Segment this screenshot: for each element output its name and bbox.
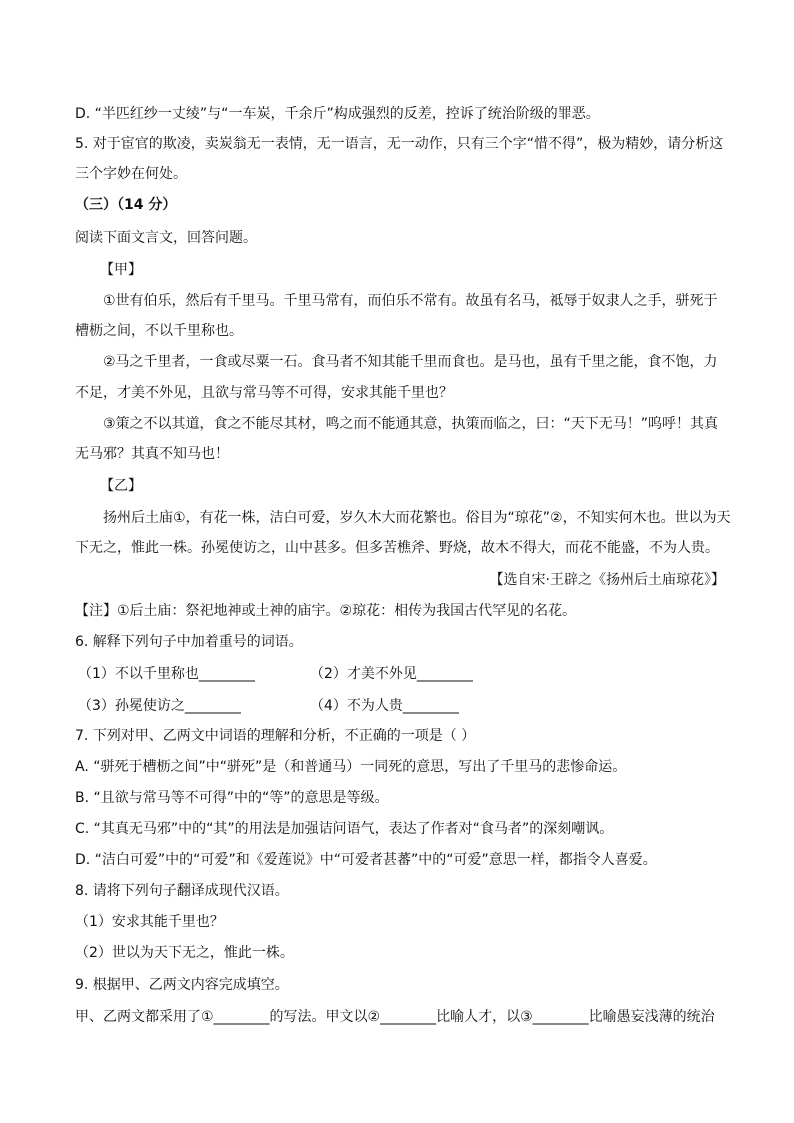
option-d-q4: D. “半匹红纱一丈绫”与“一车炭，千余斤”构成强烈的反差，控诉了统治阶级的罪恶。 [75, 106, 600, 122]
question-5-cont: 三个字妙在何处。 [75, 166, 187, 182]
passage-a-p2: ②马之千里者，一食或尽粟一石。食马者不知其能千里而食也。是马也，虽有千里之能，食不饱，力 [103, 354, 718, 370]
question-8: 8. 请将下列句子翻译成现代汉语。 [75, 883, 289, 899]
q7-option-a: A. “骈死于槽枥之间”中“骈死”是（和普通马）一同死的意思，写出了千里马的悲惨命运。 [75, 759, 627, 775]
q7-option-d: D. “洁白可爱”中的“可爱”和《爱莲说》中“可爱者甚蕃”中的“可爱”意思一样，都指令人喜爱。 [75, 852, 657, 868]
passage-a-p1-cont: 槽枥之间，不以千里称也。 [75, 323, 243, 339]
question-6: 6. 解释下列句子中加着重号的词语。 [75, 634, 303, 650]
q7-option-c: C. “其真无马邪”中的“其”的用法是加强诘问语气，表达了作者对“食马者”的深刻嘲讽。 [75, 821, 614, 837]
annotation-note: 【注】①后土庙：祭祀地神或土神的庙宇。②琼花：相传为我国古代罕见的名花。 [75, 603, 577, 619]
source-citation: 【选自宋·王辟之《扬州后土庙琼花》】 [489, 572, 725, 588]
q8-item-1: （1）安求其能千里也？ [75, 914, 224, 930]
instruction: 阅读下面文言文，回答问题。 [75, 230, 257, 246]
question-5: 5. 对于宦官的欺凌，卖炭翁无一表情，无一语言，无一动作，只有三个字“惜不得”，极为精妙，请分析这 [75, 136, 724, 152]
passage-a-p2-cont: 不足，才美不外见，且欲与常马等不可得，安求其能千里也？ [75, 385, 453, 401]
question-7: 7. 下列对甲、乙两文中词语的理解和分析，不正确的一项是（ ） [75, 728, 476, 744]
question-9: 9. 根据甲、乙两文内容完成填空。 [75, 977, 289, 993]
q6-item-3: （3）孙冕使访之________ [78, 698, 241, 714]
passage-b-p1: 扬州后土庙①，有花一株，洁白可爱，岁久木大而花繁也。俗目为“琼花”②，不知实何木也。世以为天 [103, 510, 731, 526]
q7-option-b: B. “且欲与常马等不可得”中的“等”的意思是等级。 [75, 790, 389, 806]
passage-a-label: 【甲】 [100, 262, 142, 278]
q8-item-2: （2）世以为天下无之，惟此一株。 [75, 945, 294, 961]
passage-b-p1-cont: 下无之，惟此一株。孙冕使访之，山中甚多。但多苦樵斧、野烧，故木不得大，而花不能盛，不为人贵。 [75, 540, 719, 556]
passage-b-label: 【乙】 [100, 478, 142, 494]
passage-a-p3: ③策之不以其道，食之不能尽其材，鸣之而不能通其意，执策而临之，曰：“天下无马！”呜呼！其真 [103, 416, 719, 432]
passage-a-p3-cont: 无马邪？其真不知马也！ [75, 446, 229, 462]
q6-item-1: （1）不以千里称也________ [78, 666, 255, 682]
q6-item-4: （4）不为人贵________ [310, 698, 459, 714]
q6-item-2: （2）才美不外见________ [310, 666, 473, 682]
q9-fill-blank: 甲、乙两文都采用了①________的写法。甲文以②________比喻人才，以③________比喻愚妄浅薄的统治 [75, 1009, 715, 1025]
section-heading: （三）（14 分） [75, 197, 177, 213]
passage-a-p1: ①世有伯乐，然后有千里马。千里马常有，而伯乐不常有。故虽有名马，祗辱于奴隶人之手，骈死于 [103, 293, 718, 309]
